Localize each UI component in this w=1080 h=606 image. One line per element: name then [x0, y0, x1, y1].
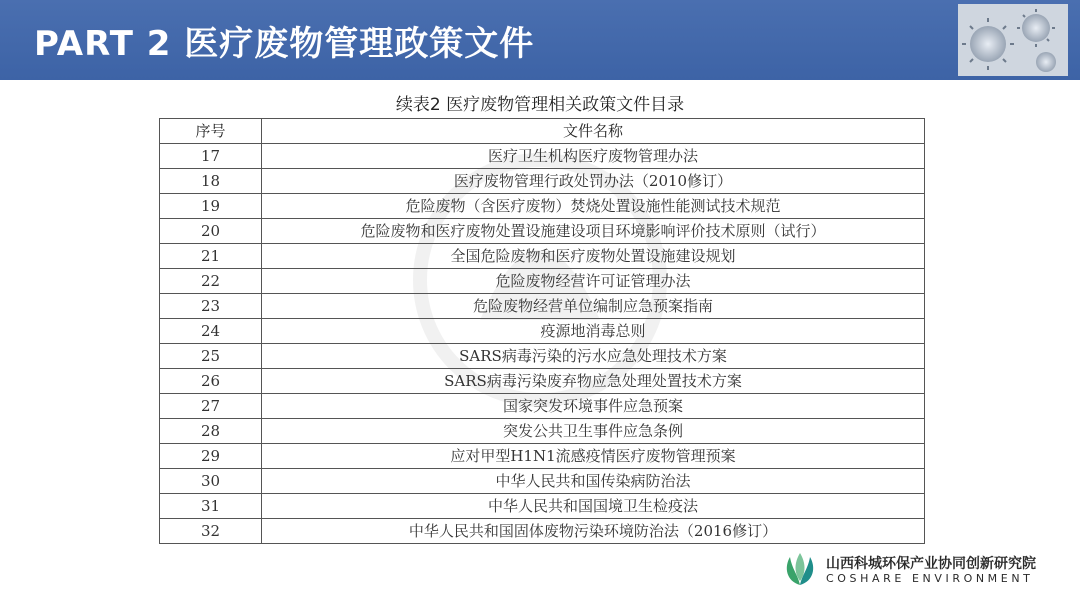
table-row	[160, 494, 925, 519]
table-row	[160, 369, 925, 394]
column-header-no: 序号	[160, 119, 262, 144]
header-bar	[0, 0, 1080, 80]
row-number-cell: 32	[160, 519, 262, 544]
document-name-cell: 全国危险废物和医疗废物处置设施建设规划	[262, 244, 925, 269]
table-row	[160, 519, 925, 544]
table-row	[160, 269, 925, 294]
table-caption: 续表2 医疗废物管理相关政策文件目录	[395, 95, 685, 115]
row-number-cell: 27	[160, 394, 262, 419]
coshare-leaf-logo	[782, 551, 818, 587]
policy-table	[159, 118, 925, 544]
row-number-cell: 26	[160, 369, 262, 394]
table-header-row	[160, 119, 925, 144]
document-name-cell: 应对甲型H1N1流感疫情医疗废物管理预案	[262, 444, 925, 469]
document-name-cell: 疫源地消毒总则	[262, 319, 925, 344]
document-name-cell: 中华人民共和国固体废物污染环境防治法（2016修订）	[262, 519, 925, 544]
table-row	[160, 144, 925, 169]
page-title: PART 2 医疗废物管理政策文件	[34, 24, 535, 64]
row-number-cell: 25	[160, 344, 262, 369]
document-name-cell: 危险废物和医疗废物处置设施建设项目环境影响评价技术原则（试行）	[262, 219, 925, 244]
document-name-cell: SARS病毒污染的污水应急处理技术方案	[262, 344, 925, 369]
column-header-name: 文件名称	[262, 119, 925, 144]
org-name: 山西科城环保产业协同创新研究院	[826, 556, 1036, 572]
document-name-cell: 国家突发环境事件应急预案	[262, 394, 925, 419]
table-row	[160, 219, 925, 244]
row-number-cell: 29	[160, 444, 262, 469]
table-row	[160, 169, 925, 194]
row-number-cell: 21	[160, 244, 262, 269]
row-number-cell: 23	[160, 294, 262, 319]
document-name-cell: 中华人民共和国传染病防治法	[262, 469, 925, 494]
table-row	[160, 419, 925, 444]
document-name-cell: 医疗废物管理行政处罚办法（2010修订）	[262, 169, 925, 194]
table-row	[160, 294, 925, 319]
row-number-cell: 30	[160, 469, 262, 494]
document-name-cell: 医疗卫生机构医疗废物管理办法	[262, 144, 925, 169]
table-row	[160, 344, 925, 369]
document-name-cell: 危险废物经营许可证管理办法	[262, 269, 925, 294]
table-row	[160, 244, 925, 269]
row-number-cell: 18	[160, 169, 262, 194]
row-number-cell: 31	[160, 494, 262, 519]
row-number-cell: 28	[160, 419, 262, 444]
table-row	[160, 194, 925, 219]
table-row	[160, 319, 925, 344]
virus-image	[958, 4, 1068, 76]
document-name-cell: 危险废物经营单位编制应急预案指南	[262, 294, 925, 319]
table-row	[160, 444, 925, 469]
row-number-cell: 24	[160, 319, 262, 344]
document-name-cell: SARS病毒污染废弃物应急处理处置技术方案	[262, 369, 925, 394]
org-english-name: COSHARE ENVIRONMENT	[826, 572, 1034, 585]
document-name-cell: 突发公共卫生事件应急条例	[262, 419, 925, 444]
table-row	[160, 469, 925, 494]
document-name-cell: 危险废物（含医疗废物）焚烧处置设施性能测试技术规范	[262, 194, 925, 219]
document-name-cell: 中华人民共和国国境卫生检疫法	[262, 494, 925, 519]
row-number-cell: 22	[160, 269, 262, 294]
row-number-cell: 17	[160, 144, 262, 169]
row-number-cell: 20	[160, 219, 262, 244]
table-row	[160, 394, 925, 419]
row-number-cell: 19	[160, 194, 262, 219]
